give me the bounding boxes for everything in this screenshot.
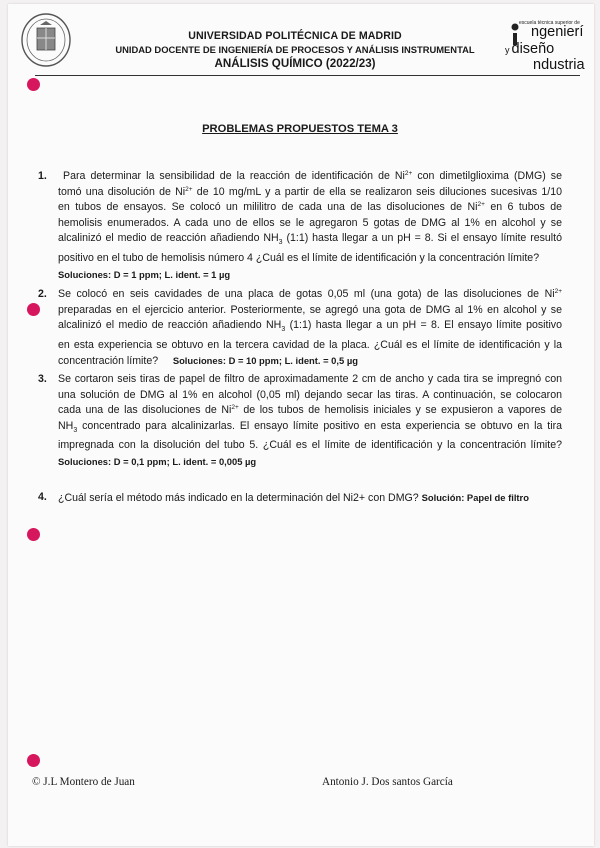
school-logo xyxy=(505,20,595,73)
course-title: ANÁLISIS QUÍMICO (2022/23) xyxy=(214,57,376,70)
teaching-unit: UNIDAD DOCENTE DE INGENIERÍA DE PROCESOS Y ANÁLISIS INSTRUMENTAL xyxy=(115,44,475,55)
punch-hole xyxy=(27,528,40,541)
logo-line2 xyxy=(505,41,554,57)
problem-solution: Soluciones: D = 1 ppm; L. ident. = 1 µg xyxy=(58,268,231,280)
university-seal-icon xyxy=(20,12,72,68)
page-title: PROBLEMAS PROPUESTOS TEMA 3 xyxy=(202,123,398,135)
logo-line2-prefix: y xyxy=(505,45,510,55)
punch-hole xyxy=(27,78,40,91)
problem-solution: Soluciones: D = 10 ppm; L. ident. = 0,5 µg xyxy=(172,355,358,367)
university-name: UNIVERSIDAD POLITÉCNICA DE MADRID xyxy=(188,30,402,42)
logo-line1: ngenierí xyxy=(531,24,584,40)
problem-4 xyxy=(38,490,562,507)
problem-text: ¿Cuál sería el método más indicado en la determinación del Ni2+ con DMG? xyxy=(58,492,419,504)
problem-number: 2. xyxy=(38,288,47,300)
punch-hole xyxy=(27,754,40,767)
logo-line2-main: diseño xyxy=(511,41,555,57)
document-header xyxy=(80,30,510,70)
problem-1: 1. Para determinar la sensibilidad de la reacción de identificación de $Ni^{2+}$ con dimetilglioxima (DMG) se tomó una disolución de $Ni^{2+}$ de 10 mg/mL y a partir de ella se realizaron seis diluciones sucesivas 1/10 en tubos de ensayos. Se colocó un mililitro de cada una de las disoluciones de $Ni^{2+}$ en 6 tubos de hemolisis enumerados. A cada uno de ellos se le agregaron 5 gotas de DMG al 1% en alcohol y se alcalinizó el medio de reacción añadiendo $NH_3$ (1:1) hasta llegar a un pH = 8. Si el ensayo límite resultó positivo en el tubo de hemolisis número 4 ¿Cuál es el límite de identificación y la concentración límite? Soluciones: D = 1 ppm; L. ident. = 1 µg xyxy=(58,169,562,282)
problem-number: 3. xyxy=(38,373,47,385)
problem-solution: Soluciones: D = 0,1 ppm; L. ident. = 0,005 µg xyxy=(58,456,257,468)
logo-small-text: escuela técnica superior de xyxy=(519,20,580,26)
problem-number: 4. xyxy=(38,491,47,503)
header-divider xyxy=(35,75,580,76)
problem-2: 2. Se colocó en seis cavidades de una placa de gotas 0,05 ml (una gota) de las disoluciones de $Ni^{2+}$ preparadas en el ejercicio anterior. Posteriormente, se agregó una gota de DMG al 1% en alcohol y se alcalinizó el medio de reacción añadiendo $NH_3$ (1:1) hasta llegar a un pH = 8. El ensayo límite positivo en esta experiencia se obtuvo en la tercera cavidad de la placa. ¿Cuál es el límite de identificación y la concentración límite? Soluciones: D = 10 ppm; L. ident. = 0,5 µg xyxy=(38,288,562,368)
problem-solution: Solución: Papel de filtro xyxy=(421,492,529,503)
footer-left: © J.L Montero de Juan xyxy=(32,776,135,788)
problem-number: 1. xyxy=(38,170,47,182)
footer-right: Antonio J. Dos santos García xyxy=(322,776,453,788)
logo-line3: ndustria xyxy=(533,57,585,73)
punch-hole xyxy=(27,303,40,316)
problem-3: 3. Se cortaron seis tiras de papel de filtro de aproximadamente 2 cm de ancho y cada tira se impregnó con una solución de DMG al 1% en alcohol (0,05 ml) dejando secar las tiras. A continuación, se colocaron cada una de las disoluciones de $Ni^{2+}$ de los tubos de hemolisis iniciales y se expusieron a vapores de $NH_3$ concentrado para alcalinizarlas. El ensayo límite positivo en esta experiencia se obtuvo en la tira impregnada con la disolución del tubo 5. ¿Cuál es el límite de identificación y la concentración límite? Soluciones: D = 0,1 ppm; L. ident. = 0,005 µg xyxy=(58,372,562,470)
